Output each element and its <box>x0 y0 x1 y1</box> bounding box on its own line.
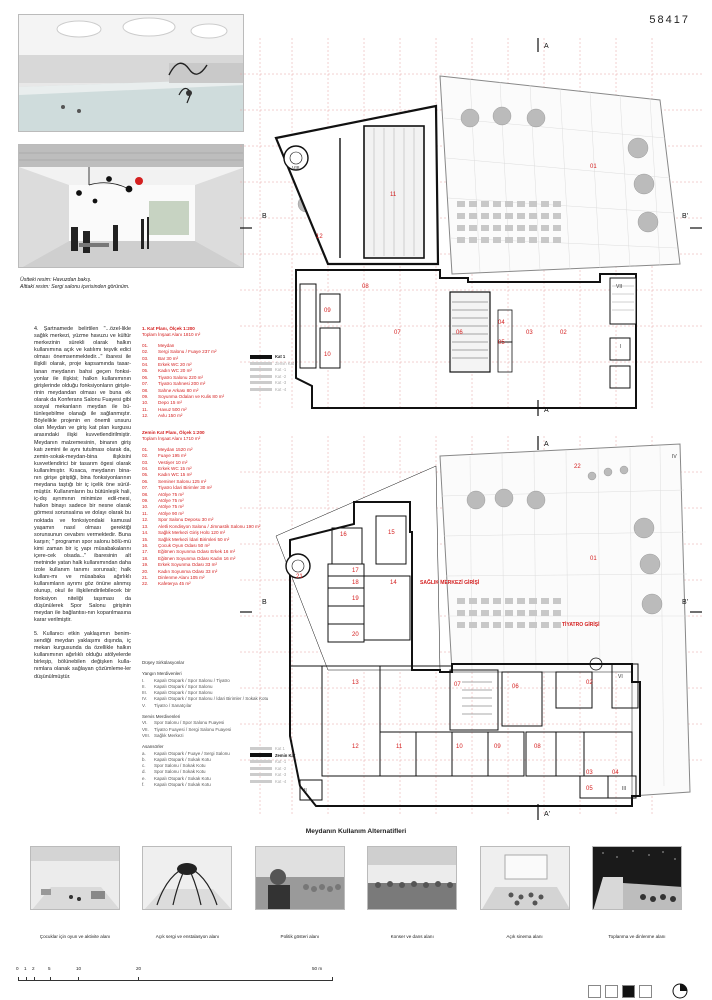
legend-row-value: Sağlık Merkezi Giriş Holü 120 m² <box>158 530 226 536</box>
alternative-thumb <box>480 846 570 910</box>
legend-row-key: 11. <box>142 406 149 412</box>
room-04-label: 04 <box>498 320 505 326</box>
legend-row-key: II. <box>142 683 146 689</box>
alternative-thumb <box>255 846 345 910</box>
legend-row-value: Seminer Salonu 125 m² <box>158 478 207 484</box>
alternative-label: Toplanma ve dinlenme alanı <box>608 934 666 939</box>
scale-label-20: 20 <box>136 966 142 971</box>
legend-row-key: 06. <box>142 374 149 380</box>
legend-row-value: Aletli Kondisyon Salonu / Jimnastik Salonu 190 m² <box>158 523 261 529</box>
room-01-label: 01 <box>590 164 597 170</box>
legend-row-key: 10. <box>142 400 149 406</box>
legend-row-value: Dinlenme Alanı 105 m² <box>158 574 205 580</box>
stair-i-label: I <box>620 344 622 350</box>
legend-row-value: Kapalı Otopark / Spor Salonu / İdari Birimler / Sokak Kotu <box>154 696 269 702</box>
alternative-gathering <box>592 846 682 952</box>
legend-row-value: Soyunma Odaları ve Kulis 80 m² <box>158 394 225 400</box>
legend-row-value: Kapalı Otopark / Spor Salonu <box>154 683 213 689</box>
legend-row-value: Kapalı Otopark / Sokak Kotu <box>154 756 211 762</box>
scale-label-2: 2 <box>32 966 35 971</box>
scale-label-1: 1 <box>24 966 27 971</box>
room-08-label-g: 08 <box>534 744 541 750</box>
legend-row-key: 14. <box>142 530 149 536</box>
alternative-thumb <box>30 846 120 910</box>
legend-row-value: Eğitmen Soyunma Odası Kadın 16 m² <box>158 555 236 561</box>
alternatives-title: Meydanın Kullanım Alternatifleri <box>305 828 407 835</box>
legend-row-key: 10. <box>142 504 149 510</box>
legend-row-key: 05. <box>142 368 149 374</box>
legend-row-value: Kafeterya 45 m² <box>158 581 191 587</box>
alternative-open-cinema <box>480 846 570 952</box>
room-14-label-g: 14 <box>390 580 397 586</box>
legend-row-value: Tiyatro Fuayesi / Sergi Salonu Fuayesi <box>154 726 232 732</box>
legend-row-key: 06. <box>142 478 149 484</box>
service-stairs-heading: Servis Merdivenleri <box>142 714 181 720</box>
legend-row-key: e. <box>142 775 146 781</box>
section-a-top-label: A <box>544 43 549 50</box>
legend-row-key: 02. <box>142 453 149 459</box>
room-17-label-g: 17 <box>352 568 359 574</box>
room-03-label-g: 03 <box>586 770 593 776</box>
room-02-label: 02 <box>560 330 567 336</box>
scale-label-10: 10 <box>76 966 82 971</box>
scale-tick <box>138 977 139 981</box>
sheet-index-box-active <box>622 985 635 998</box>
legend-row-key: 21. <box>142 574 149 580</box>
legend-row-value: Bar 30 m² <box>158 355 179 361</box>
room-19-label-g: 19 <box>352 596 359 602</box>
room-03-label: 03 <box>526 330 533 336</box>
stair-iv-label: IV <box>672 454 677 460</box>
legend-row-value: Meydan <box>158 342 175 348</box>
legend-row-key: VII. <box>142 726 149 732</box>
legend-row-key: IV. <box>142 696 148 702</box>
upper-key-b2: Kat -2 <box>250 374 294 381</box>
room-12-label: 12 <box>316 234 323 240</box>
legend-row-value: Atölye 75 m² <box>158 491 184 497</box>
room-06-label-g: 06 <box>512 684 519 690</box>
scale-bar <box>14 966 344 986</box>
upper-key-b4: Kat -4 <box>250 387 294 394</box>
sheet-index-box <box>639 985 652 998</box>
legend-row-key: 20. <box>142 568 149 574</box>
section-b-right-label-g: B' <box>682 599 689 606</box>
legend-row-key: III. <box>142 690 148 696</box>
legend-row-value: Vestiyer 10 m² <box>158 459 188 465</box>
scale-tick <box>34 977 35 981</box>
legend-row-key: 03. <box>142 459 149 465</box>
alternatives-row <box>30 846 682 952</box>
sheet-index-box <box>588 985 601 998</box>
alternative-thumb <box>142 846 232 910</box>
legend-row-key: 07. <box>142 381 149 387</box>
legend-row-value: Erkek Soyunma Odası 33 m² <box>158 562 217 568</box>
alternative-label: Açık sergi ve enstalasyon alanı <box>155 934 220 939</box>
legend-row-value: Spor Salonu / Sokak Kotu <box>154 763 206 769</box>
lower-key-b1: Kat -1 <box>250 759 295 766</box>
alternative-open-exhibition <box>142 846 232 952</box>
scale-tick <box>26 977 27 981</box>
upper-key-b1: Kat -1 <box>250 367 294 374</box>
legend-row-value: Kapalı Otopark / Sokak Kotu <box>154 775 211 781</box>
legend-row-key: 12. <box>142 517 149 523</box>
fire-stairs-heading: Yangın Merdivenleri <box>142 671 182 677</box>
legend-row-value: Tiyatro Salonu 220 m² <box>158 374 204 380</box>
room-05-label-g: 05 <box>586 786 593 792</box>
stair-vii-label: VII <box>616 284 623 290</box>
upper-key-zemin: Zemin Kat <box>250 361 294 368</box>
legend-row-key: 13. <box>142 523 149 529</box>
legend-row-value: Atölye 75 m² <box>158 504 184 510</box>
stair-vi-label: VI <box>618 674 623 680</box>
room-09-label: 09 <box>324 308 331 314</box>
legend-row-key: VIII. <box>142 732 151 738</box>
section-a-bottom-label: A' <box>544 407 551 414</box>
scale-label-50: 50 m <box>312 966 323 971</box>
sheet-index-box <box>605 985 618 998</box>
alternative-thumb <box>592 846 682 910</box>
scale-line <box>18 980 333 981</box>
render-exhibition-hall <box>18 144 244 268</box>
scale-tick <box>18 977 19 981</box>
legend-row-value: Havuz 500 m² <box>158 406 187 412</box>
entry-number: 58417 <box>649 14 690 26</box>
legend-row-value: Atölye 90 m² <box>158 510 184 516</box>
legend-row-value: Atölye 75 m² <box>158 498 184 504</box>
legend-row-value: Sağlık Merkezi <box>154 732 184 738</box>
legend-row-value: Avlu 150 m² <box>158 413 183 419</box>
legend-ground-floor-title: Zemin Kat Planı, Ölçek 1:200 <box>142 430 205 435</box>
section-b-right-label: B' <box>682 213 689 220</box>
lower-key-b3: Kat -3 <box>250 772 295 779</box>
alternative-thumb <box>367 846 457 910</box>
room-01-label-g: 01 <box>590 556 597 562</box>
legend-row-value: Tiyatro Sahnesi 200 m² <box>158 381 206 387</box>
room-21-label-g: 21 <box>296 574 303 580</box>
legend-row-key: d. <box>142 769 146 775</box>
render-caption <box>20 277 240 291</box>
legend-row-value: Sağlık Merkezi İdari Birimleri 50 m² <box>158 536 230 542</box>
legend-row-key: 12. <box>142 413 149 419</box>
room-18-label-g: 18 <box>352 580 359 586</box>
lifts-heading: Asansörler <box>142 744 164 750</box>
body-text <box>34 326 131 688</box>
theatre-entrance-label: TİYATRO GİRİŞİ <box>562 622 600 628</box>
room-11-label: 11 <box>390 192 397 198</box>
room-20-label-g: 20 <box>352 632 359 638</box>
legend-row-value: Sergi Salonu / Fuaye 237 m² <box>158 349 217 355</box>
legend-row-value: Depo 15 m² <box>158 400 183 406</box>
alternative-children-play <box>30 846 120 952</box>
legend-row-value: Erkek WC 15 m² <box>158 466 192 472</box>
room-04-label-g: 04 <box>612 770 619 776</box>
legend-row-value: Spor Salonu / Spor Salonu Fuayesi <box>154 720 225 726</box>
legend-row-key: 04. <box>142 466 149 472</box>
alternative-label: Politik gösteri alanı <box>280 934 320 939</box>
legend-row-value: Kapalı Otopark / Spor Salonu <box>154 690 213 696</box>
legend-row-key: 05. <box>142 472 149 478</box>
legend-row-key: 15. <box>142 536 149 542</box>
legend-row-key: 01. <box>142 342 149 348</box>
legend-row-value: Spor Salonu / Sokak Kotu <box>154 769 206 775</box>
legend-row-value: Erkek WC 20 m² <box>158 362 192 368</box>
legend-row-key: f. <box>142 782 145 788</box>
lower-key-zemin: Zemin Kat <box>250 753 295 760</box>
legend-row-value: Fuaye 195 m² <box>158 453 187 459</box>
alternative-concert <box>367 846 457 952</box>
legend-row-key: 11. <box>142 510 149 516</box>
stair-iii-label: III <box>622 786 627 792</box>
section-a-top-label-g: A <box>544 441 549 448</box>
room-16-label-g: 16 <box>340 532 347 538</box>
legend-row-key: 19. <box>142 562 149 568</box>
section-a-bottom-label-g: A' <box>544 811 551 818</box>
legend-row-value: Spor Salonu Deposu 30 m² <box>158 517 214 523</box>
room-07-label: 07 <box>394 330 401 336</box>
room-10-label: 10 <box>324 352 331 358</box>
legend-row-key: 18. <box>142 555 149 561</box>
legend-row-value: Sahne Arkası 80 m² <box>158 387 199 393</box>
north-arrow-icon <box>672 983 688 999</box>
lower-key-kat1: Kat 1 <box>250 746 295 753</box>
legend-row-value: Kadın WC 20 m² <box>158 368 192 374</box>
legend-row-key: 03. <box>142 355 149 361</box>
room-05-label: 05 <box>498 340 505 346</box>
legend-row-value: Kadın Soyunma Odası 33 m² <box>158 568 218 574</box>
room-07-label-g: 07 <box>454 682 461 688</box>
legend-row-key: 09. <box>142 498 149 504</box>
stair-ii-label: II <box>304 788 307 794</box>
room-08-label: 08 <box>362 284 369 290</box>
room-02-label-g: 02 <box>586 680 593 686</box>
legend-row-value: Eğitmen Soyunma Odası Erkek 16 m² <box>158 549 236 555</box>
legend-ground-floor-area: Toplam İnşaat Alanı 1710 m² <box>142 436 201 442</box>
paragraph-5: 5. Kullanıcı etkin yaklaşımın benim-sendiği meydan yaklaşımı dışında, iç mekan kurgusunda da özellikle halkın kullanımının ağırlıklı olduğu atölyelerde birleşip, bölünebilen değişken kulla-nımlara olanak sağlayan çözümleme-ler düşünülmüştür. <box>34 630 131 680</box>
first-floor-plan <box>240 38 702 418</box>
upper-key-kat1: Kat 1 <box>250 354 294 361</box>
room-22-label-g: 22 <box>574 464 581 470</box>
legend-row-key: a. <box>142 750 146 756</box>
legend-row-value: Tiyatro / Sanatçılar <box>154 702 192 708</box>
room-06-label: 06 <box>456 330 463 336</box>
caption-line-1: Üstteki resim: Havuzdan bakış. <box>20 277 92 283</box>
alternative-label: Açık sinema alanı <box>506 934 543 939</box>
legend-row-key: 08. <box>142 491 149 497</box>
legend-first-floor-title: 1. Kat Planı, Ölçek 1:200 <box>142 326 195 331</box>
room-13-label-g: 13 <box>352 680 359 686</box>
room-15-label-g: 15 <box>388 530 395 536</box>
legend-row-value: Kapalı Otopark / Spor Salonu / Tiyatro <box>154 677 230 683</box>
sheet-index <box>588 985 652 998</box>
legend-row-key: c. <box>142 763 146 769</box>
legend-row-value: Çocuk Oyun Odası 50 m² <box>158 542 210 548</box>
legend-row-key: 02. <box>142 349 149 355</box>
circulation-title: Düşey Sirkülasyonlar <box>142 660 185 665</box>
section-b-left-label: B <box>262 213 267 220</box>
legend-row-value: Meydan 1520 m² <box>158 446 193 452</box>
room-10-label-g: 10 <box>456 744 463 750</box>
stair-viii-label: VIII <box>292 166 300 172</box>
legend-row-key: V. <box>142 702 146 708</box>
room-12-label-g: 12 <box>352 744 359 750</box>
legend-row-key: 04. <box>142 362 149 368</box>
scale-label-5: 5 <box>48 966 51 971</box>
legend-row-key: 22. <box>142 581 149 587</box>
lower-key-b4: Kat -4 <box>250 779 295 786</box>
paragraph-4: 4. Şartnamede belirtilen "...özel-likle sağlık merkezi, yüzme havuzu ve kültür merkezinin sürekli olarak halkın kullanımına açık ve katılımı teşvik edici olması önemsenmektedir..." ibaresi ile ilişkili olarak, proje kapsamında tasar-lanan meydanın bahsi geçen fonksi-yonlar ile ilişkisi; halkın kullanımının girişlerinde olduğu fonksiyonların girişle-rinin meydandan olması ve buna ek olarak da Konferans Salonu Fuayesi gibi sosyal mekanların meydan ile bü-tünleşebilme olanağı ile sağlanmıştır. Böylelikle projenin en önemli unsuru olan Meydan ve giriş kat plan kurgusu arasındaki ilişki kuvvetlendirilmiştir. Meydanın malzemesinin, binanın giriş katı zemini ile aynı tutulması olarak da, zemin-sokak-meydan-bina ilişkisini kuvvetlendirici bir tasarım ögesi olarak kullanılmıştır. Kısaca, meydanın bina-nın girişe giriştiği, bina fonksiyonlarının meydana taştığı bir iç içelik öne sürül-müştür. Kullanımların bu bütünleşik hali, iç-dış ayrımının minimize edil-mesi, halkın binayı sadece bir nesne olarak görmesi sorunsalına ve dolayı olarak bu noktada ve fonksiyondaki kamusal yaşamın nasıl olması gerektiği sorunsunun cevabını vermektedir. Buna karşın; " programın spor salonu bölü-mü kimi zaman bir iç yapı müsabakalarını içere-cek olsada..." ibaresinin alt metninde yatan halk kullanımından daha izole kullanım tanımı sorunsalı; halk kullanı-mı ve müsabaka ağırlıklı kullanımların ayrımı göz önüne alınmış olunup, okul ile ilişkilendirilebilecek bir fonksiyon niteliği taşıması da düşünülerek Spor Salonu girişinin meydan ile bağlantısı-nın koparılmasına karar verilmiştir. <box>34 326 131 623</box>
legend-row-key: 01. <box>142 446 149 452</box>
render-pool-view <box>18 14 244 132</box>
scale-tick <box>78 977 79 981</box>
legend-row-key: 08. <box>142 387 149 393</box>
legend-row-key: 07. <box>142 485 149 491</box>
legend-row-value: Kadın WC 15 m² <box>158 472 192 478</box>
scale-label-0: 0 <box>16 966 19 971</box>
section-b-left-label-g: B <box>262 599 267 606</box>
ground-floor-plan <box>240 436 702 820</box>
alternative-political <box>255 846 345 952</box>
upper-floor-key <box>250 354 294 393</box>
upper-key-b3: Kat -3 <box>250 380 294 387</box>
scale-tick <box>332 977 333 981</box>
legend-row-key: VI. <box>142 720 148 726</box>
legend-row-key: 16. <box>142 542 149 548</box>
legend-row-value: Kapalı Otopark / Sokak Kotu <box>154 782 211 788</box>
legend-row-key: 09. <box>142 394 149 400</box>
legend-row-key: b. <box>142 756 146 762</box>
room-09-label-g: 09 <box>494 744 501 750</box>
alternative-label: Çocuklar için oyun ve aktivite alanı <box>39 934 111 939</box>
health-center-entrance-label: SAĞLIK MERKEZİ GİRİŞİ <box>420 580 480 586</box>
lower-floor-key <box>250 746 295 785</box>
legend-row-key: I. <box>142 677 145 683</box>
legend-first-floor-area: Toplam İnşaat Alanı 1810 m² <box>142 332 201 338</box>
caption-line-2: Alttaki resim: Sergi salonu içerisinden görünüm. <box>20 284 130 290</box>
scale-tick <box>50 977 51 981</box>
lower-key-b2: Kat -2 <box>250 766 295 773</box>
legend-row-value: Kapalı Otopark / Fuaye / Sergi Salonu <box>154 750 230 756</box>
legend-row-value: Tiyatro İdari Birimler 30 m² <box>158 485 212 491</box>
legend-row-key: 17. <box>142 549 149 555</box>
room-11-label-g: 11 <box>396 744 403 750</box>
alternative-label: Konser ve dans alanı <box>390 934 434 939</box>
